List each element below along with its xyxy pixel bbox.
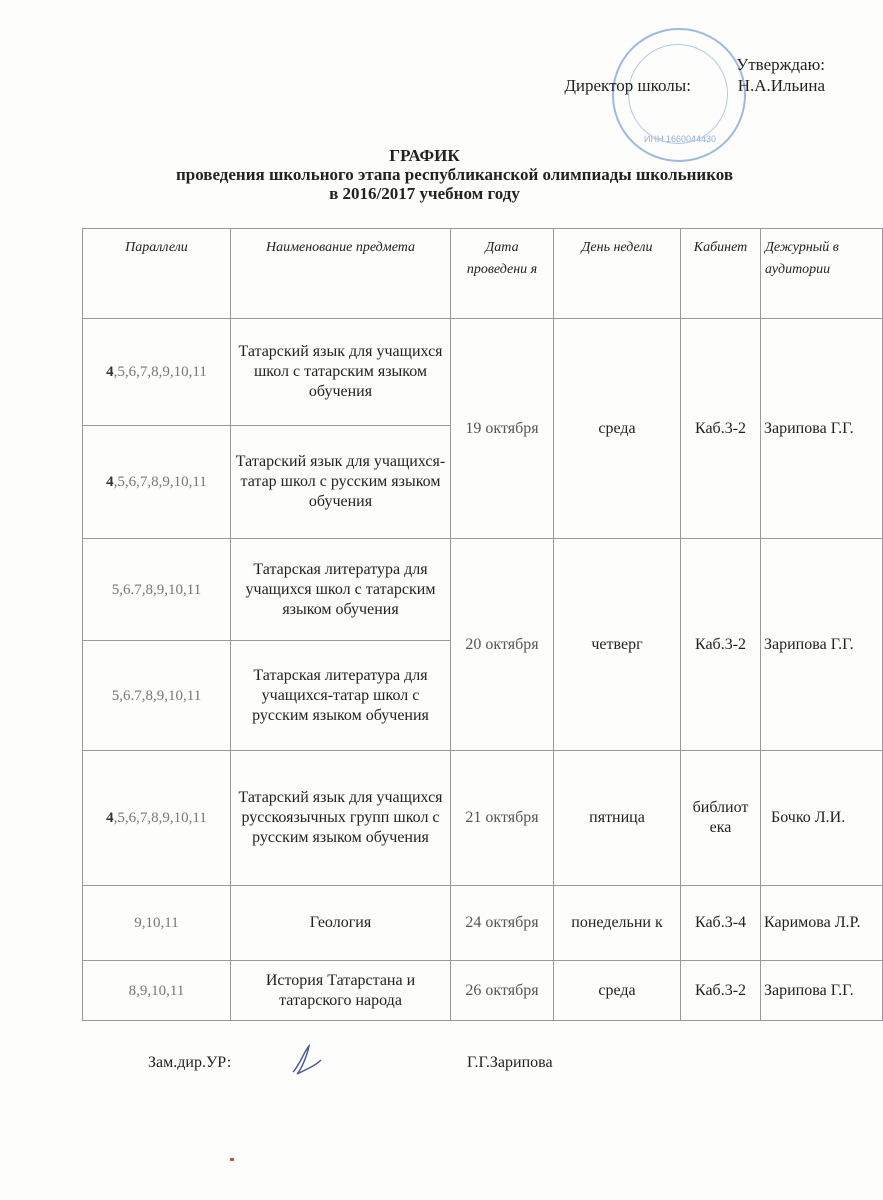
room-cell: Каб.3-2 bbox=[681, 539, 761, 751]
director-label: Директор школы: bbox=[564, 76, 691, 95]
table-row bbox=[83, 751, 883, 886]
header-row bbox=[83, 229, 883, 319]
title-line: ГРАФИК bbox=[389, 146, 460, 165]
approval-block bbox=[564, 54, 825, 96]
duty-cell: Зарипова Г.Г. bbox=[761, 319, 883, 539]
approve-label: Утверждаю: bbox=[736, 55, 825, 74]
parallels-cell: 4,5,6,7,8,9,10,11 bbox=[83, 751, 231, 886]
subject-cell: Геология bbox=[231, 886, 451, 961]
table-row bbox=[83, 539, 883, 641]
document-title bbox=[0, 146, 849, 203]
parallels-cell: 9,10,11 bbox=[83, 886, 231, 961]
scan-mark bbox=[230, 1158, 234, 1161]
col-header: Параллели bbox=[83, 229, 231, 319]
date-cell: 20 октября bbox=[451, 539, 554, 751]
col-header: Кабинет bbox=[681, 229, 761, 319]
table-row bbox=[83, 319, 883, 426]
room-cell: Каб.3-2 bbox=[681, 961, 761, 1021]
col-header: Дежурный в аудитории bbox=[761, 229, 883, 319]
day-cell: четверг bbox=[554, 539, 681, 751]
room-cell: Каб.3-2 bbox=[681, 319, 761, 539]
title-line: в 2016/2017 учебном году bbox=[329, 184, 520, 203]
date-cell: 26 октября bbox=[451, 961, 554, 1021]
table-row bbox=[83, 961, 883, 1021]
day-cell: среда bbox=[554, 961, 681, 1021]
director-name: Н.А.Ильина bbox=[737, 76, 825, 95]
duty-cell: Каримова Л.Р. bbox=[761, 886, 883, 961]
day-cell: понедельни к bbox=[554, 886, 681, 961]
day-cell: среда bbox=[554, 319, 681, 539]
deputy-name: Г.Г.Зарипова bbox=[467, 1054, 553, 1071]
col-header: Наименование предмета bbox=[231, 229, 451, 319]
subject-cell: Татарская литература для учащихся школ с татарским языком обучения bbox=[231, 539, 451, 641]
subject-cell: История Татарстана и татарского народа bbox=[231, 961, 451, 1021]
day-cell: пятница bbox=[554, 751, 681, 886]
room-cell: Каб.3-4 bbox=[681, 886, 761, 961]
parallels-cell: 5,6.7,8,9,10,11 bbox=[83, 641, 231, 751]
duty-cell: Зарипова Г.Г. bbox=[761, 539, 883, 751]
room-cell: библиот ека bbox=[681, 751, 761, 886]
parallels-cell: 4,5,6,7,8,9,10,11 bbox=[83, 426, 231, 539]
duty-cell: Зарипова Г.Г. bbox=[761, 961, 883, 1021]
date-cell: 21 октября bbox=[451, 751, 554, 886]
parallels-cell: 4,5,6,7,8,9,10,11 bbox=[83, 319, 231, 426]
subject-cell: Татарский язык для учащихся-татар школ с русским языком обучения bbox=[231, 426, 451, 539]
table-row bbox=[83, 886, 883, 961]
subject-cell: Татарский язык для учащихся русскоязычных групп школ с русским языком обучения bbox=[231, 751, 451, 886]
school-stamp: ИНН 1660044430 bbox=[612, 28, 746, 162]
title-line: проведения школьного этапа республиканской олимпиады школьников bbox=[175, 165, 734, 184]
subject-cell: Татарская литература для учащихся-татар школ с русским языком обучения bbox=[231, 641, 451, 751]
duty-cell: Бочко Л.И. bbox=[761, 751, 883, 886]
date-cell: 19 октября bbox=[451, 319, 554, 539]
parallels-cell: 5,6.7,8,9,10,11 bbox=[83, 539, 231, 641]
deputy-label: Зам.дир.УР: bbox=[148, 1054, 232, 1071]
signature bbox=[285, 1040, 325, 1080]
schedule-table bbox=[82, 228, 883, 1021]
parallels-cell: 8,9,10,11 bbox=[83, 961, 231, 1021]
date-cell: 24 октября bbox=[451, 886, 554, 961]
col-header: Дата проведени я bbox=[451, 229, 554, 319]
subject-cell: Татарский язык для учащихся школ с татарским языком обучения bbox=[231, 319, 451, 426]
col-header: День недели bbox=[554, 229, 681, 319]
